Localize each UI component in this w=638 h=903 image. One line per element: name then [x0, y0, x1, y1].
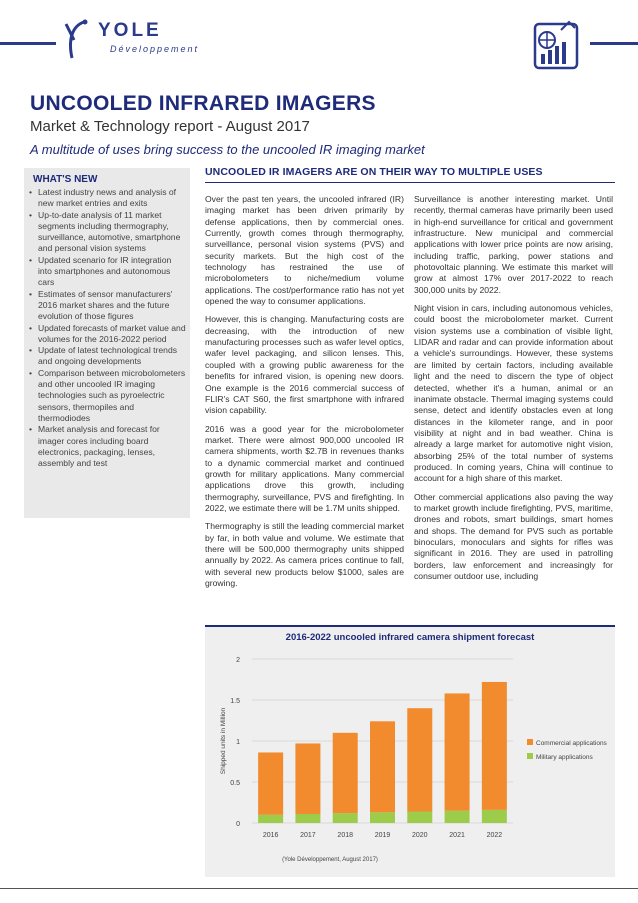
brand-name: YOLE [98, 20, 162, 41]
bar-military-applications [295, 814, 320, 823]
bar-commercial-applications [407, 708, 432, 811]
y-tick-label: 2 [236, 657, 240, 664]
chart-source: (Yole Développement, August 2017) [282, 857, 378, 863]
bar-commercial-applications [445, 693, 470, 810]
bar-military-applications [258, 815, 283, 823]
bar-commercial-applications [482, 682, 507, 810]
paragraph: 2016 was a good year for the microbolometer market. There were almost 900,000 uncooled IR camera shipments, worth $2.7B in revenues thanks to a dynamic commercial market and continued growth for military applications. Many commercial applications drove this growth, including thermography, surveillance, PVS and firefighting. In 2022, we estimate there will be 1.7M units shipped. [205, 423, 404, 513]
list-item: • Comparison between microbolometers and other uncooled IR imaging technologies such as pyroelectric sensors, thermopiles and thermodiodes [28, 368, 186, 424]
list-item: • Updated forecasts of market value and volumes for the 2016-2022 period [28, 323, 186, 346]
x-tick-label: 2021 [449, 832, 465, 839]
legend-entry: Military applications [536, 754, 593, 761]
paragraph: Night vision in cars, including autonomous vehicles, could boost the microbolometer market. Current vision systems use a combination of visible light, LIDAR and radar and can provide information about a vehicle's surroundings. However, these systems are limited by certain factors, including available light and the need to discern the type of object detected, whether it's a human, animal or an inanimate obstacle. Thermal imaging systems could sense, detect and identify obstacles even at long distances in the kilometer range, and in poor visibility at night and in bad weather. China is already a large market for automotive night vision, absorbing 25% of the total number of systems produced. In coming years, China will continue to account for a high share of this market. [414, 303, 613, 484]
y-axis-label: Shipped units in Million [220, 707, 227, 775]
report-subtitle: Market & Technology report - August 2017 [30, 118, 310, 135]
x-tick-label: 2020 [411, 832, 428, 839]
header-rule-left [0, 42, 56, 45]
bar-military-applications [370, 812, 395, 823]
report-cover-icon [525, 16, 585, 72]
list-item: • Up-to-date analysis of 11 market segments including thermography, surveillance, automotive, smartphone and personal vision systems [28, 210, 186, 255]
bar-commercial-applications [333, 733, 358, 813]
y-tick-label: 1.5 [230, 698, 240, 705]
chart-canvas [205, 627, 615, 877]
paragraph: Over the past ten years, the uncooled infrared (IR) imaging market has been driven primarily by defense applications, then by commercial ones. Currently, growth comes through thermography, surveillance, personal vision systems (PVS) and security markets. But the high cost of the technology has restrained the use of microbolometers to niche/medium volume applications. The cost/performance ratio has not yet opened the way to consumer applications. [205, 194, 404, 307]
section-divider [205, 182, 615, 183]
bar-military-applications [407, 812, 432, 823]
brand-subtitle: Développement [110, 44, 200, 54]
right-text-column [414, 194, 613, 589]
list-item: • Latest industry news and analysis of new market entries and exits [28, 187, 186, 210]
x-tick-label: 2019 [374, 832, 391, 839]
paragraph: Surveillance is another interesting market. Until recently, thermal cameras have primarily been used in high-end surveillance for critical and government infrastructure. New municipal and commercial applications with lower price points are now arising, including traffic, parking, power stations and photovoltaic planning. We estimate this market will grow at almost 17% over 2017-2022 to reach 300,000 units by 2022. [414, 194, 613, 295]
paragraph: However, this is changing. Manufacturing costs are decreasing, with the introduction of new manufacturing processes such as wafer level optics, wafer level packaging, and silicon lenses. This, coupled with a growing public awareness for the benefits for infrared vision, is opening new doors. One example is the 2016 commercial success of FLIR's CAT S60, the first smartphone with infrared vision capability. [205, 314, 404, 416]
bar-military-applications [482, 810, 507, 823]
legend-swatch [527, 739, 533, 745]
paragraph: Other commercial applications also paving the way to market growth include firefighting, PVS, maritime, drones and robots, smart buildings, smart homes and shops. The demand for PVS such as portable binoculars, monoculars and sights for rifles was significant in 2016. They are used in patrolling borders, law enforcement and increasingly for consumer outdoor use, including [414, 491, 613, 581]
x-tick-label: 2017 [300, 832, 316, 839]
list-item: • Update of latest technological trends and ongoing developments [28, 345, 186, 368]
bar-commercial-applications [258, 752, 283, 814]
footer-rule [0, 888, 638, 889]
x-tick-label: 2018 [337, 832, 354, 839]
bar-military-applications [445, 811, 470, 823]
y-tick-label: 0.5 [230, 780, 240, 787]
sidebar-title: WHAT'S NEW [33, 174, 98, 185]
bar-commercial-applications [295, 743, 320, 814]
x-tick-label: 2016 [262, 832, 279, 839]
shipment-forecast-chart [205, 625, 615, 877]
paragraph: Thermography is still the leading commercial market by far, in both value and volume. We estimate that there will be 500,000 thermography units shipped annually by 2022. As camera prices continue to fall, with several new products below $1000, sales are growing. [205, 521, 404, 588]
list-item: • Estimates of sensor manufacturers' 2016 market shares and the future evolution of those figures [28, 289, 186, 323]
header-rule-right [590, 42, 638, 45]
y-tick-label: 1 [236, 739, 240, 746]
report-title: UNCOOLED INFRARED IMAGERS [30, 92, 376, 115]
legend-entry: Commercial applications [536, 740, 607, 747]
section-heading: UNCOOLED IR IMAGERS ARE ON THEIR WAY TO MULTIPLE USES [205, 166, 543, 178]
list-item: • Market analysis and forecast for imager cores including board electronics, packaging, lenses, assembly and test [28, 424, 186, 469]
whats-new-list [28, 187, 186, 469]
x-tick-label: 2022 [486, 832, 503, 839]
whats-new-sidebar [24, 168, 190, 518]
list-item: • Updated scenario for IR integration into smartphones and autonomous cars [28, 255, 186, 289]
y-tick-label: 0 [236, 821, 240, 828]
bar-commercial-applications [370, 721, 395, 812]
yole-logo-icon [62, 18, 92, 60]
report-tagline: A multitude of uses bring success to the uncooled IR imaging market [30, 142, 425, 157]
chart-title: 2016-2022 uncooled infrared camera shipment forecast [285, 632, 535, 643]
bar-military-applications [333, 813, 358, 823]
left-text-column [205, 194, 404, 596]
legend-swatch [527, 753, 533, 759]
